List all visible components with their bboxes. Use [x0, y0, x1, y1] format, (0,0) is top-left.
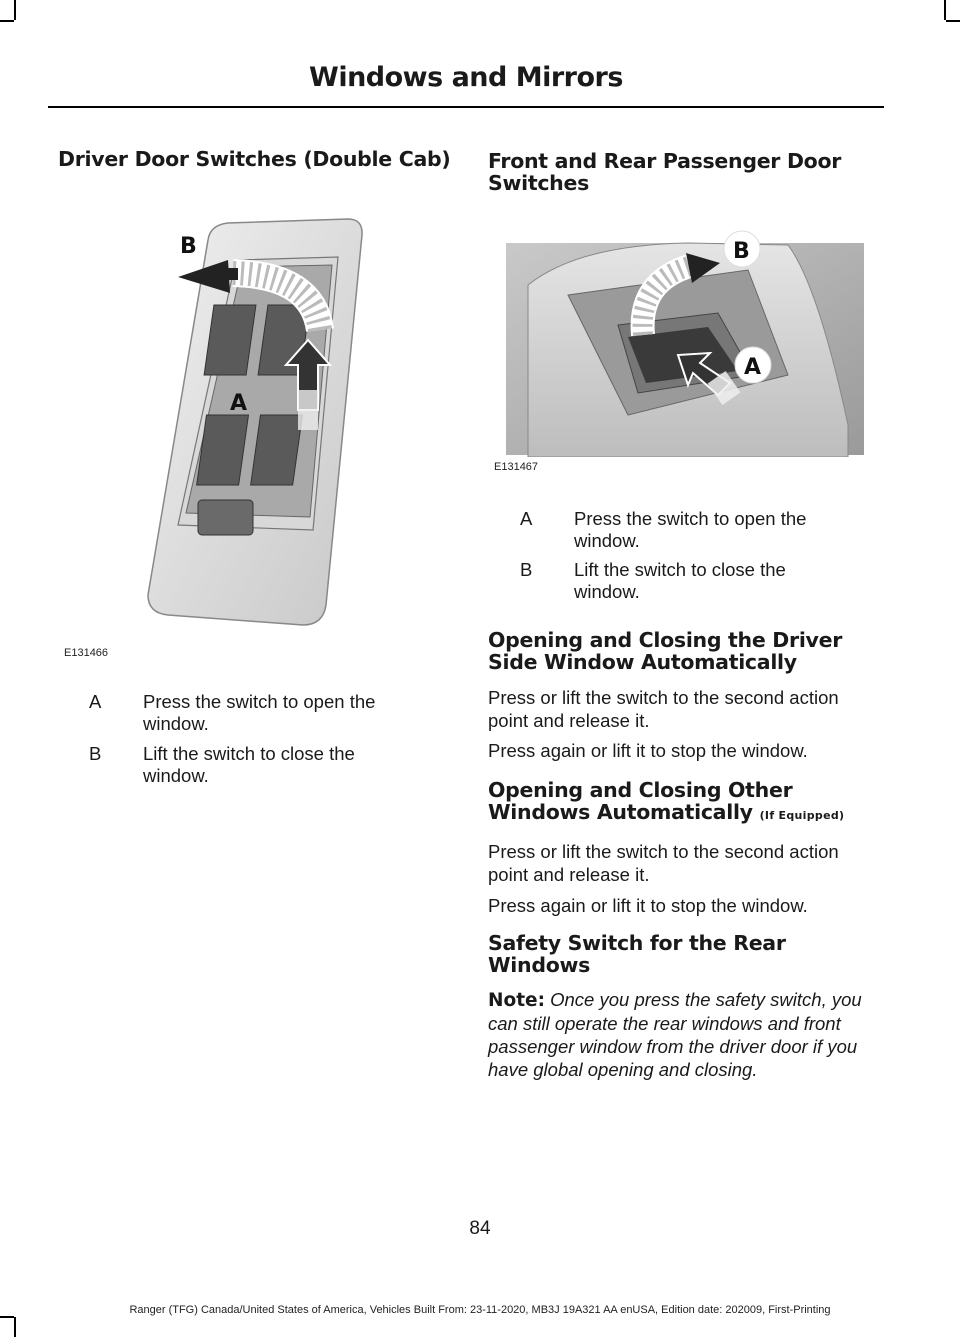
driver-door-switch-figure [58, 205, 451, 663]
note-label: Note: [488, 990, 545, 1011]
crop-mark [14, 0, 16, 20]
footer-text: Ranger (TFG) Canada/United States of America, Vehicles Built From: 23-11-2020, MB3J 19A321 AA enUSA, Edition date: 202009, First-Printing [129, 1304, 831, 1316]
section-heading-driver-auto: Opening and Closing the Driver Side Window Automatically [488, 628, 843, 674]
passenger-switch-figure [488, 225, 873, 485]
figure-code: E131467 [494, 461, 539, 473]
paragraph: Press or lift the switch to the second action point and release it. [488, 841, 839, 885]
callout-a-label: A [230, 391, 248, 416]
callout-b-label: B [180, 234, 197, 259]
legend-key: B [520, 559, 533, 580]
paragraph: Press again or lift it to stop the window. [488, 740, 808, 761]
page-number: 84 [469, 1218, 491, 1239]
figure-code: E131466 [64, 647, 109, 659]
crop-mark [0, 1316, 14, 1318]
legend-text: Press the switch to open the window. [143, 691, 376, 734]
crop-mark [0, 20, 14, 22]
legend-item [89, 691, 449, 737]
paragraph: Press or lift the switch to the second action point and release it. [488, 687, 839, 731]
crop-mark [946, 20, 960, 22]
legend-item [520, 559, 880, 605]
heading-text: Opening and Closing Other Windows Automatically [488, 778, 793, 824]
legend-text: Press the switch to open the window. [574, 508, 807, 551]
callout-b-label: B [733, 239, 750, 264]
crop-mark [944, 0, 946, 20]
legend-text: Lift the switch to close the window. [574, 559, 786, 602]
note-text: Once you press the safety switch, you can still operate the rear windows and front passenger window from the driver door if you have global opening and closing. [488, 989, 862, 1080]
section-heading-safety-switch: Safety Switch for the Rear Windows [488, 931, 786, 977]
note [488, 988, 883, 1081]
callout-a-label: A [744, 355, 762, 380]
legend-item [89, 743, 449, 789]
crop-mark [14, 1317, 16, 1337]
legend-key: B [89, 743, 102, 764]
passenger-switch-illustration [488, 225, 873, 457]
section-heading-other-auto [488, 779, 883, 827]
header-divider [48, 106, 884, 108]
driver-door-switch-illustration [58, 205, 451, 663]
paragraph: Press again or lift it to stop the window. [488, 895, 808, 916]
section-heading-driver-door: Driver Door Switches (Double Cab) [58, 147, 451, 171]
legend-key: A [89, 691, 102, 712]
legend-item [520, 508, 880, 554]
legend-key: A [520, 508, 533, 529]
page-title: Windows and Mirrors [309, 62, 623, 93]
if-equipped-tag: (If Equipped) [759, 809, 845, 822]
legend-text: Lift the switch to close the window. [143, 743, 355, 786]
section-heading-passenger-switches: Front and Rear Passenger Door Switches [488, 149, 842, 195]
